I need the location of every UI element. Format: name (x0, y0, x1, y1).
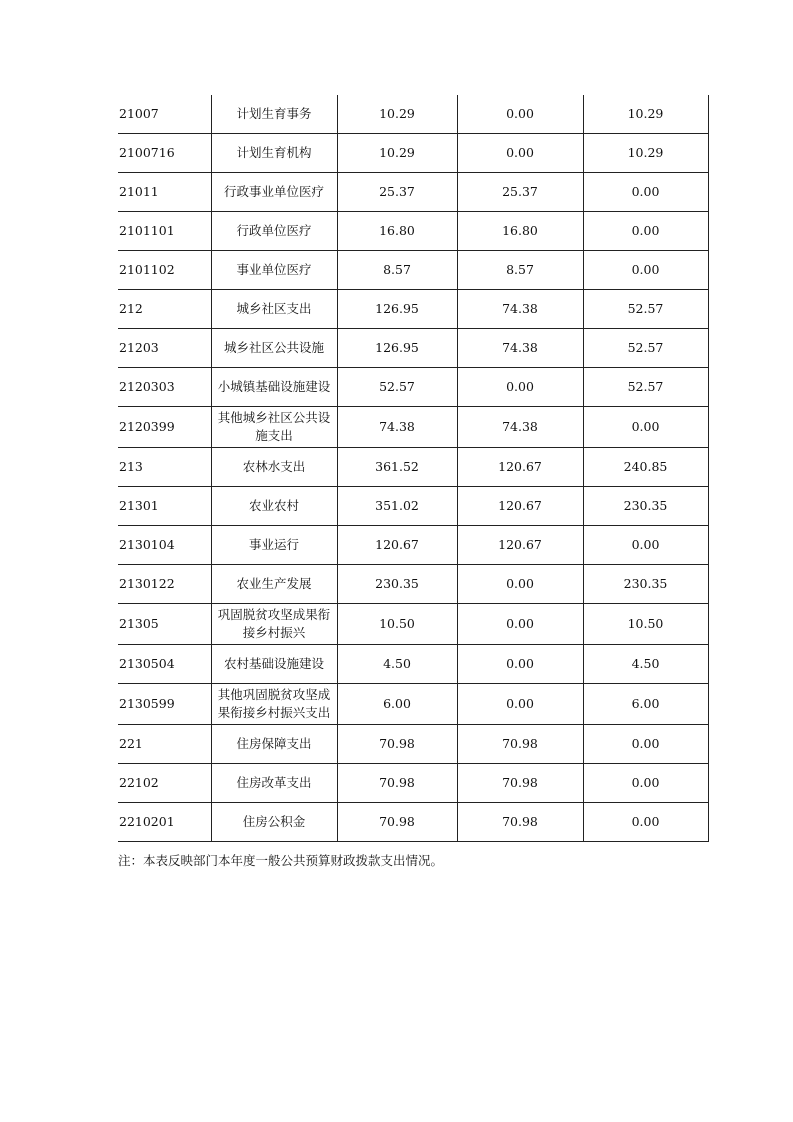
basic-expenditure-cell: 70.98 (457, 764, 583, 803)
subject-name-cell: 其他城乡社区公共设施支出 (211, 407, 337, 448)
project-expenditure-cell: 4.50 (583, 645, 708, 684)
basic-expenditure-cell: 0.00 (457, 565, 583, 604)
table-row (118, 290, 708, 329)
subject-name-cell: 其他巩固脱贫攻坚成果衔接乡村振兴支出 (211, 684, 337, 725)
subject-name-cell: 行政事业单位医疗 (211, 173, 337, 212)
total-amount-cell: 126.95 (337, 329, 457, 368)
project-expenditure-cell: 10.29 (583, 95, 708, 134)
basic-expenditure-cell: 74.38 (457, 290, 583, 329)
project-expenditure-cell: 0.00 (583, 212, 708, 251)
table-row (118, 565, 708, 604)
table-row (118, 725, 708, 764)
subject-name-cell: 农村基础设施建设 (211, 645, 337, 684)
table-row (118, 329, 708, 368)
subject-code-cell: 2101102 (118, 251, 211, 290)
subject-name-cell: 计划生育机构 (211, 134, 337, 173)
basic-expenditure-cell: 0.00 (457, 645, 583, 684)
total-amount-cell: 10.50 (337, 604, 457, 645)
subject-code-cell: 2130599 (118, 684, 211, 725)
budget-expenditure-table (118, 95, 709, 842)
basic-expenditure-cell: 0.00 (457, 368, 583, 407)
project-expenditure-cell: 0.00 (583, 407, 708, 448)
subject-code-cell: 221 (118, 725, 211, 764)
table-body (118, 95, 708, 842)
subject-name-cell: 住房保障支出 (211, 725, 337, 764)
basic-expenditure-cell: 0.00 (457, 684, 583, 725)
project-expenditure-cell: 230.35 (583, 487, 708, 526)
subject-code-cell: 2120399 (118, 407, 211, 448)
project-expenditure-cell: 240.85 (583, 448, 708, 487)
total-amount-cell: 70.98 (337, 803, 457, 842)
subject-name-cell: 计划生育事务 (211, 95, 337, 134)
basic-expenditure-cell: 120.67 (457, 526, 583, 565)
subject-code-cell: 2130504 (118, 645, 211, 684)
subject-code-cell: 21301 (118, 487, 211, 526)
subject-name-cell: 巩固脱贫攻坚成果衔接乡村振兴 (211, 604, 337, 645)
table-row (118, 173, 708, 212)
subject-code-cell: 2210201 (118, 803, 211, 842)
subject-code-cell: 21203 (118, 329, 211, 368)
subject-code-cell: 21011 (118, 173, 211, 212)
total-amount-cell: 16.80 (337, 212, 457, 251)
subject-name-cell: 住房公积金 (211, 803, 337, 842)
basic-expenditure-cell: 74.38 (457, 329, 583, 368)
total-amount-cell: 70.98 (337, 764, 457, 803)
table-row (118, 95, 708, 134)
total-amount-cell: 6.00 (337, 684, 457, 725)
subject-code-cell: 2130122 (118, 565, 211, 604)
subject-code-cell: 21007 (118, 95, 211, 134)
total-amount-cell: 4.50 (337, 645, 457, 684)
subject-name-cell: 城乡社区公共设施 (211, 329, 337, 368)
project-expenditure-cell: 0.00 (583, 764, 708, 803)
subject-code-cell: 21305 (118, 604, 211, 645)
subject-code-cell: 22102 (118, 764, 211, 803)
total-amount-cell: 120.67 (337, 526, 457, 565)
table-footnote: 注：本表反映部门本年度一般公共预算财政拨款支出情况。 (118, 853, 444, 868)
basic-expenditure-cell: 120.67 (457, 448, 583, 487)
project-expenditure-cell: 10.29 (583, 134, 708, 173)
table-row (118, 604, 708, 645)
project-expenditure-cell: 0.00 (583, 173, 708, 212)
subject-code-cell: 2101101 (118, 212, 211, 251)
table-row (118, 212, 708, 251)
subject-name-cell: 城乡社区支出 (211, 290, 337, 329)
subject-code-cell: 212 (118, 290, 211, 329)
total-amount-cell: 126.95 (337, 290, 457, 329)
table-row (118, 134, 708, 173)
project-expenditure-cell: 6.00 (583, 684, 708, 725)
subject-name-cell: 事业单位医疗 (211, 251, 337, 290)
total-amount-cell: 10.29 (337, 134, 457, 173)
subject-name-cell: 事业运行 (211, 526, 337, 565)
subject-name-cell: 住房改革支出 (211, 764, 337, 803)
basic-expenditure-cell: 120.67 (457, 487, 583, 526)
table-row (118, 803, 708, 842)
basic-expenditure-cell: 70.98 (457, 725, 583, 764)
subject-name-cell: 农林水支出 (211, 448, 337, 487)
table-row (118, 684, 708, 725)
total-amount-cell: 8.57 (337, 251, 457, 290)
table-row (118, 368, 708, 407)
basic-expenditure-cell: 25.37 (457, 173, 583, 212)
table-row (118, 487, 708, 526)
total-amount-cell: 351.02 (337, 487, 457, 526)
project-expenditure-cell: 230.35 (583, 565, 708, 604)
subject-code-cell: 2130104 (118, 526, 211, 565)
table-row (118, 448, 708, 487)
basic-expenditure-cell: 8.57 (457, 251, 583, 290)
total-amount-cell: 230.35 (337, 565, 457, 604)
basic-expenditure-cell: 0.00 (457, 604, 583, 645)
project-expenditure-cell: 52.57 (583, 368, 708, 407)
basic-expenditure-cell: 74.38 (457, 407, 583, 448)
total-amount-cell: 25.37 (337, 173, 457, 212)
basic-expenditure-cell: 0.00 (457, 134, 583, 173)
total-amount-cell: 70.98 (337, 725, 457, 764)
basic-expenditure-cell: 70.98 (457, 803, 583, 842)
subject-code-cell: 2100716 (118, 134, 211, 173)
table-row (118, 526, 708, 565)
total-amount-cell: 10.29 (337, 95, 457, 134)
total-amount-cell: 52.57 (337, 368, 457, 407)
project-expenditure-cell: 52.57 (583, 290, 708, 329)
project-expenditure-cell: 0.00 (583, 725, 708, 764)
subject-name-cell: 农业生产发展 (211, 565, 337, 604)
subject-code-cell: 213 (118, 448, 211, 487)
table-row (118, 645, 708, 684)
table-row (118, 251, 708, 290)
subject-code-cell: 2120303 (118, 368, 211, 407)
project-expenditure-cell: 0.00 (583, 251, 708, 290)
subject-name-cell: 农业农村 (211, 487, 337, 526)
subject-name-cell: 行政单位医疗 (211, 212, 337, 251)
basic-expenditure-cell: 16.80 (457, 212, 583, 251)
project-expenditure-cell: 0.00 (583, 526, 708, 565)
project-expenditure-cell: 0.00 (583, 803, 708, 842)
total-amount-cell: 74.38 (337, 407, 457, 448)
basic-expenditure-cell: 0.00 (457, 95, 583, 134)
total-amount-cell: 361.52 (337, 448, 457, 487)
project-expenditure-cell: 10.50 (583, 604, 708, 645)
table-row (118, 407, 708, 448)
subject-name-cell: 小城镇基础设施建设 (211, 368, 337, 407)
table-row (118, 764, 708, 803)
project-expenditure-cell: 52.57 (583, 329, 708, 368)
